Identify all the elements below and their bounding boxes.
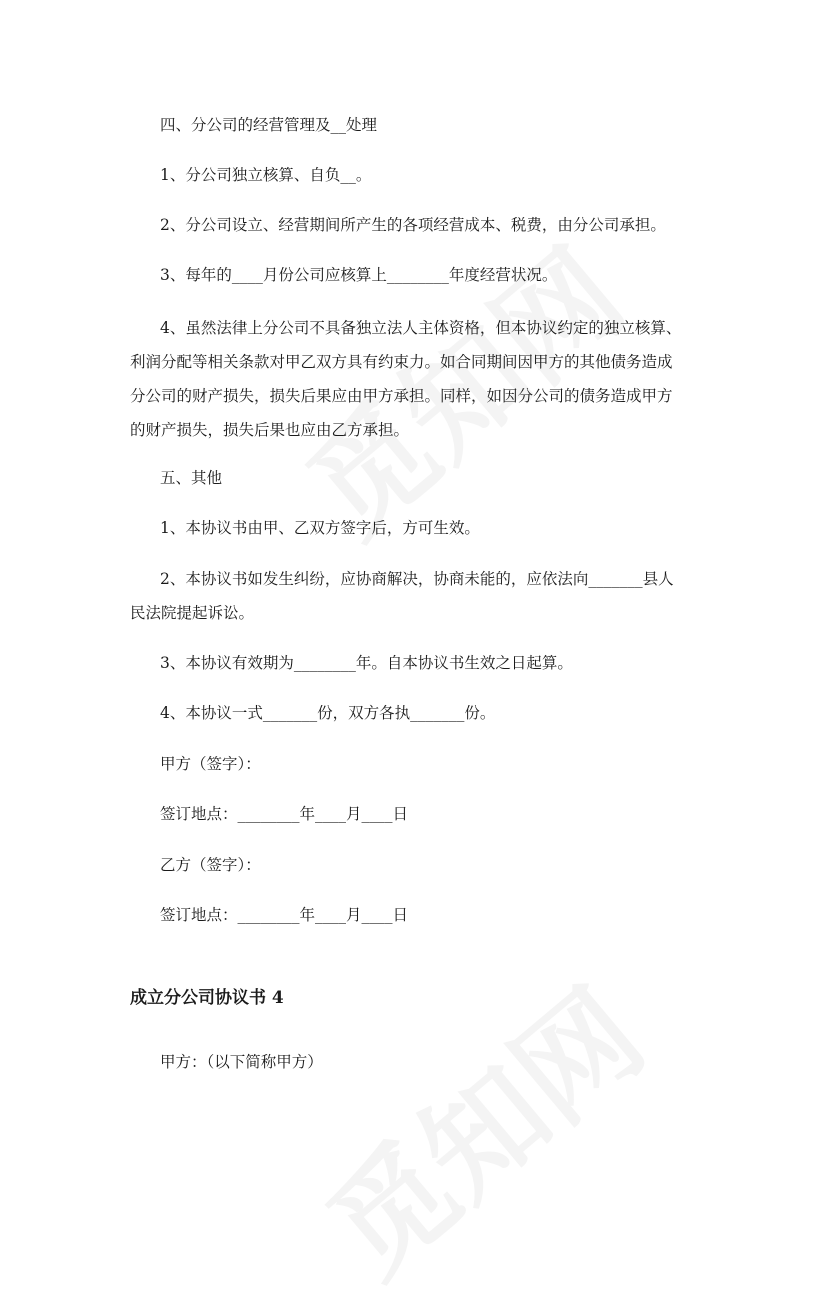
clause-5-3: 3、本协议有效期为________年。自本协议书生效之日起算。	[160, 654, 573, 672]
signing-place-date-a: 签订地点：________年____月____日	[160, 805, 409, 823]
section-heading-5: 五、其他	[160, 469, 223, 487]
watermark	[287, 944, 673, 1307]
agreement-title: 成立分公司协议书 4	[130, 988, 284, 1008]
section-heading-4: 四、分公司的经营管理及__处理	[160, 116, 378, 134]
clause-5-2-line2: 民法院提起诉讼。	[130, 604, 255, 622]
clause-4-1: 1、分公司独立核算、自负__。	[160, 166, 372, 184]
clause-5-4: 4、本协议一式_______份，双方各执_______份。	[160, 704, 496, 722]
signature-party-b: 乙方（签字）：	[160, 856, 261, 874]
clause-4-4-line4: 的财产损失，损失后果也应由乙方承担。	[130, 421, 410, 439]
clause-4-2: 2、分公司设立、经营期间所产生的各项经营成本、税费，由分公司承担。	[160, 216, 666, 234]
signature-party-a: 甲方（签字）：	[160, 755, 261, 773]
clause-5-2-line1: 2、本协议书如发生纠纷，应协商解决，协商未能的，应依法向_______县人	[160, 570, 674, 588]
signing-place-date-b: 签订地点：________年____月____日	[160, 906, 409, 924]
clause-4-3: 3、每年的____月份公司应核算上________年度经营状况。	[160, 266, 558, 284]
clause-4-4-line2: 利润分配等相关条款对甲乙双方具有约束力。如合同期间因甲方的其他债务造成	[130, 353, 673, 371]
clause-4-4-line3: 分公司的财产损失，损失后果应由甲方承担。同样，如因分公司的债务造成甲方	[130, 387, 673, 405]
clause-5-1: 1、本协议书由甲、乙双方签字后，方可生效。	[160, 519, 480, 537]
party-a-intro: 甲方：（以下简称甲方）	[160, 1053, 323, 1071]
clause-4-4-line1: 4、虽然法律上分公司不具备独立法人主体资格，但本协议约定的独立核算、	[160, 319, 682, 337]
